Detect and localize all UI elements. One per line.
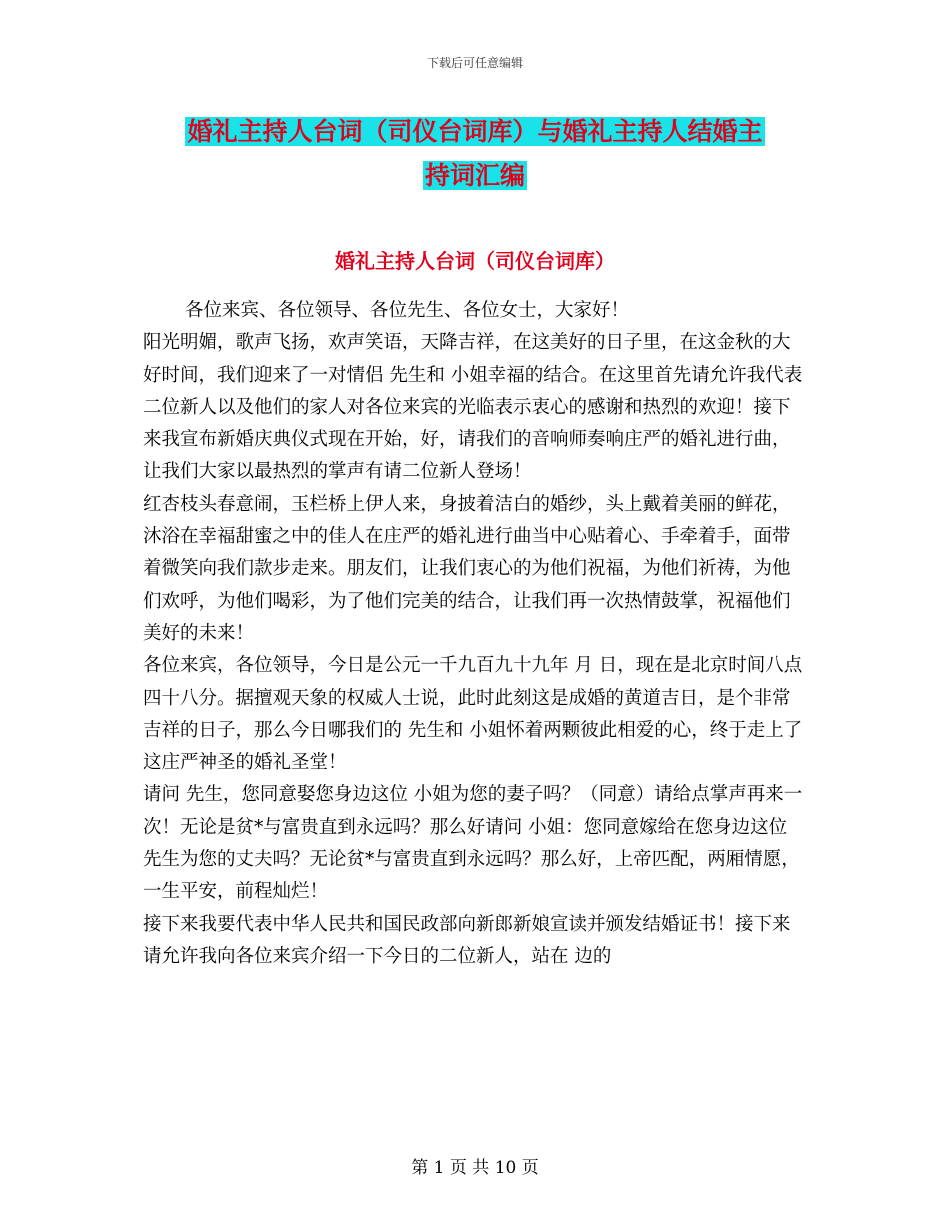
paragraph-greeting: 各位来宾、各位领导、各位先生、各位女士，大家好！ [185,300,630,321]
document-body [143,295,808,973]
paragraph: 红杏枝头春意闹，玉栏桥上伊人来，身披着洁白的婚纱，头上戴着美丽的鲜花， 沐浴在幸福甜蜜之中的佳人在庄严的婚礼进行曲当中心贴着心、手牵着手，面带着微笑向我们款步走来。朋友们，让我们衷心的为他们祝福，为他们祈祷，为他们欢呼，为他们喝彩，为了他们完美的结合，让我们再一次热情鼓掌，祝福他们美好的未来！ [143,493,791,644]
section-title: 婚礼主持人台词（司仪台词库） [335,249,615,273]
page-header-note: 下载后可任意编辑 [426,56,523,70]
page-footer-number: 第 1 页 共 10 页 [411,1158,539,1178]
paragraph: 各位来宾，各位领导，今日是公元一千九百九十九年 月 日，现在是北京时间八点四十八分。据擅观天象的权威人士说，此时此刻这是成婚的黄道吉日，是个非常吉祥的日子，那么今日哪我们的 先生和 小姐怀着两颗彼此相爱的心，终于走上了这庄严神圣的婚礼圣堂！ [143,655,803,774]
document-title-line-1: 婚礼主持人台词（司仪台词库）与婚礼主持人结婚主 [187,117,763,146]
paragraph: 阳光明媚，歌声飞扬，欢声笑语，天降吉祥，在这美好的日子里，在这金秋的大好时间，我们迎来了一对情侣 先生和 小姐幸福的结合。在这里首先请允许我代表二位新人以及他们的家人对各位来宾的光临表示衷心的感谢和热烈的欢迎！接下来我宣布新婚庆典仪式现在开始，好，请我们的音响师奏响庄严的婚礼进行曲，让我们大家以最热烈的掌声有请二位新人登场！ [143,332,803,483]
paragraph: 接下来我要代表中华人民共和国民政部向新郎新娘宣读并颁发结婚证书！接下来请允许我向各位来宾介绍一下今日的二位新人，站在 边的 [143,913,791,967]
paragraph: 请问 先生，您同意娶您身边这位 小姐为您的妻子吗？（同意）请给点掌声再来一次！无论是贫*与富贵直到永远吗？那么好请问 小姐：您同意嫁给在您身边这位 先生为您的丈夫吗？无论贫*与富贵直到永远吗？那么好，上帝匹配，两厢情愿，一生平安，前程灿烂！ [143,784,803,903]
document-title [140,110,810,198]
document-title-line-2: 持词汇编 [424,161,525,190]
